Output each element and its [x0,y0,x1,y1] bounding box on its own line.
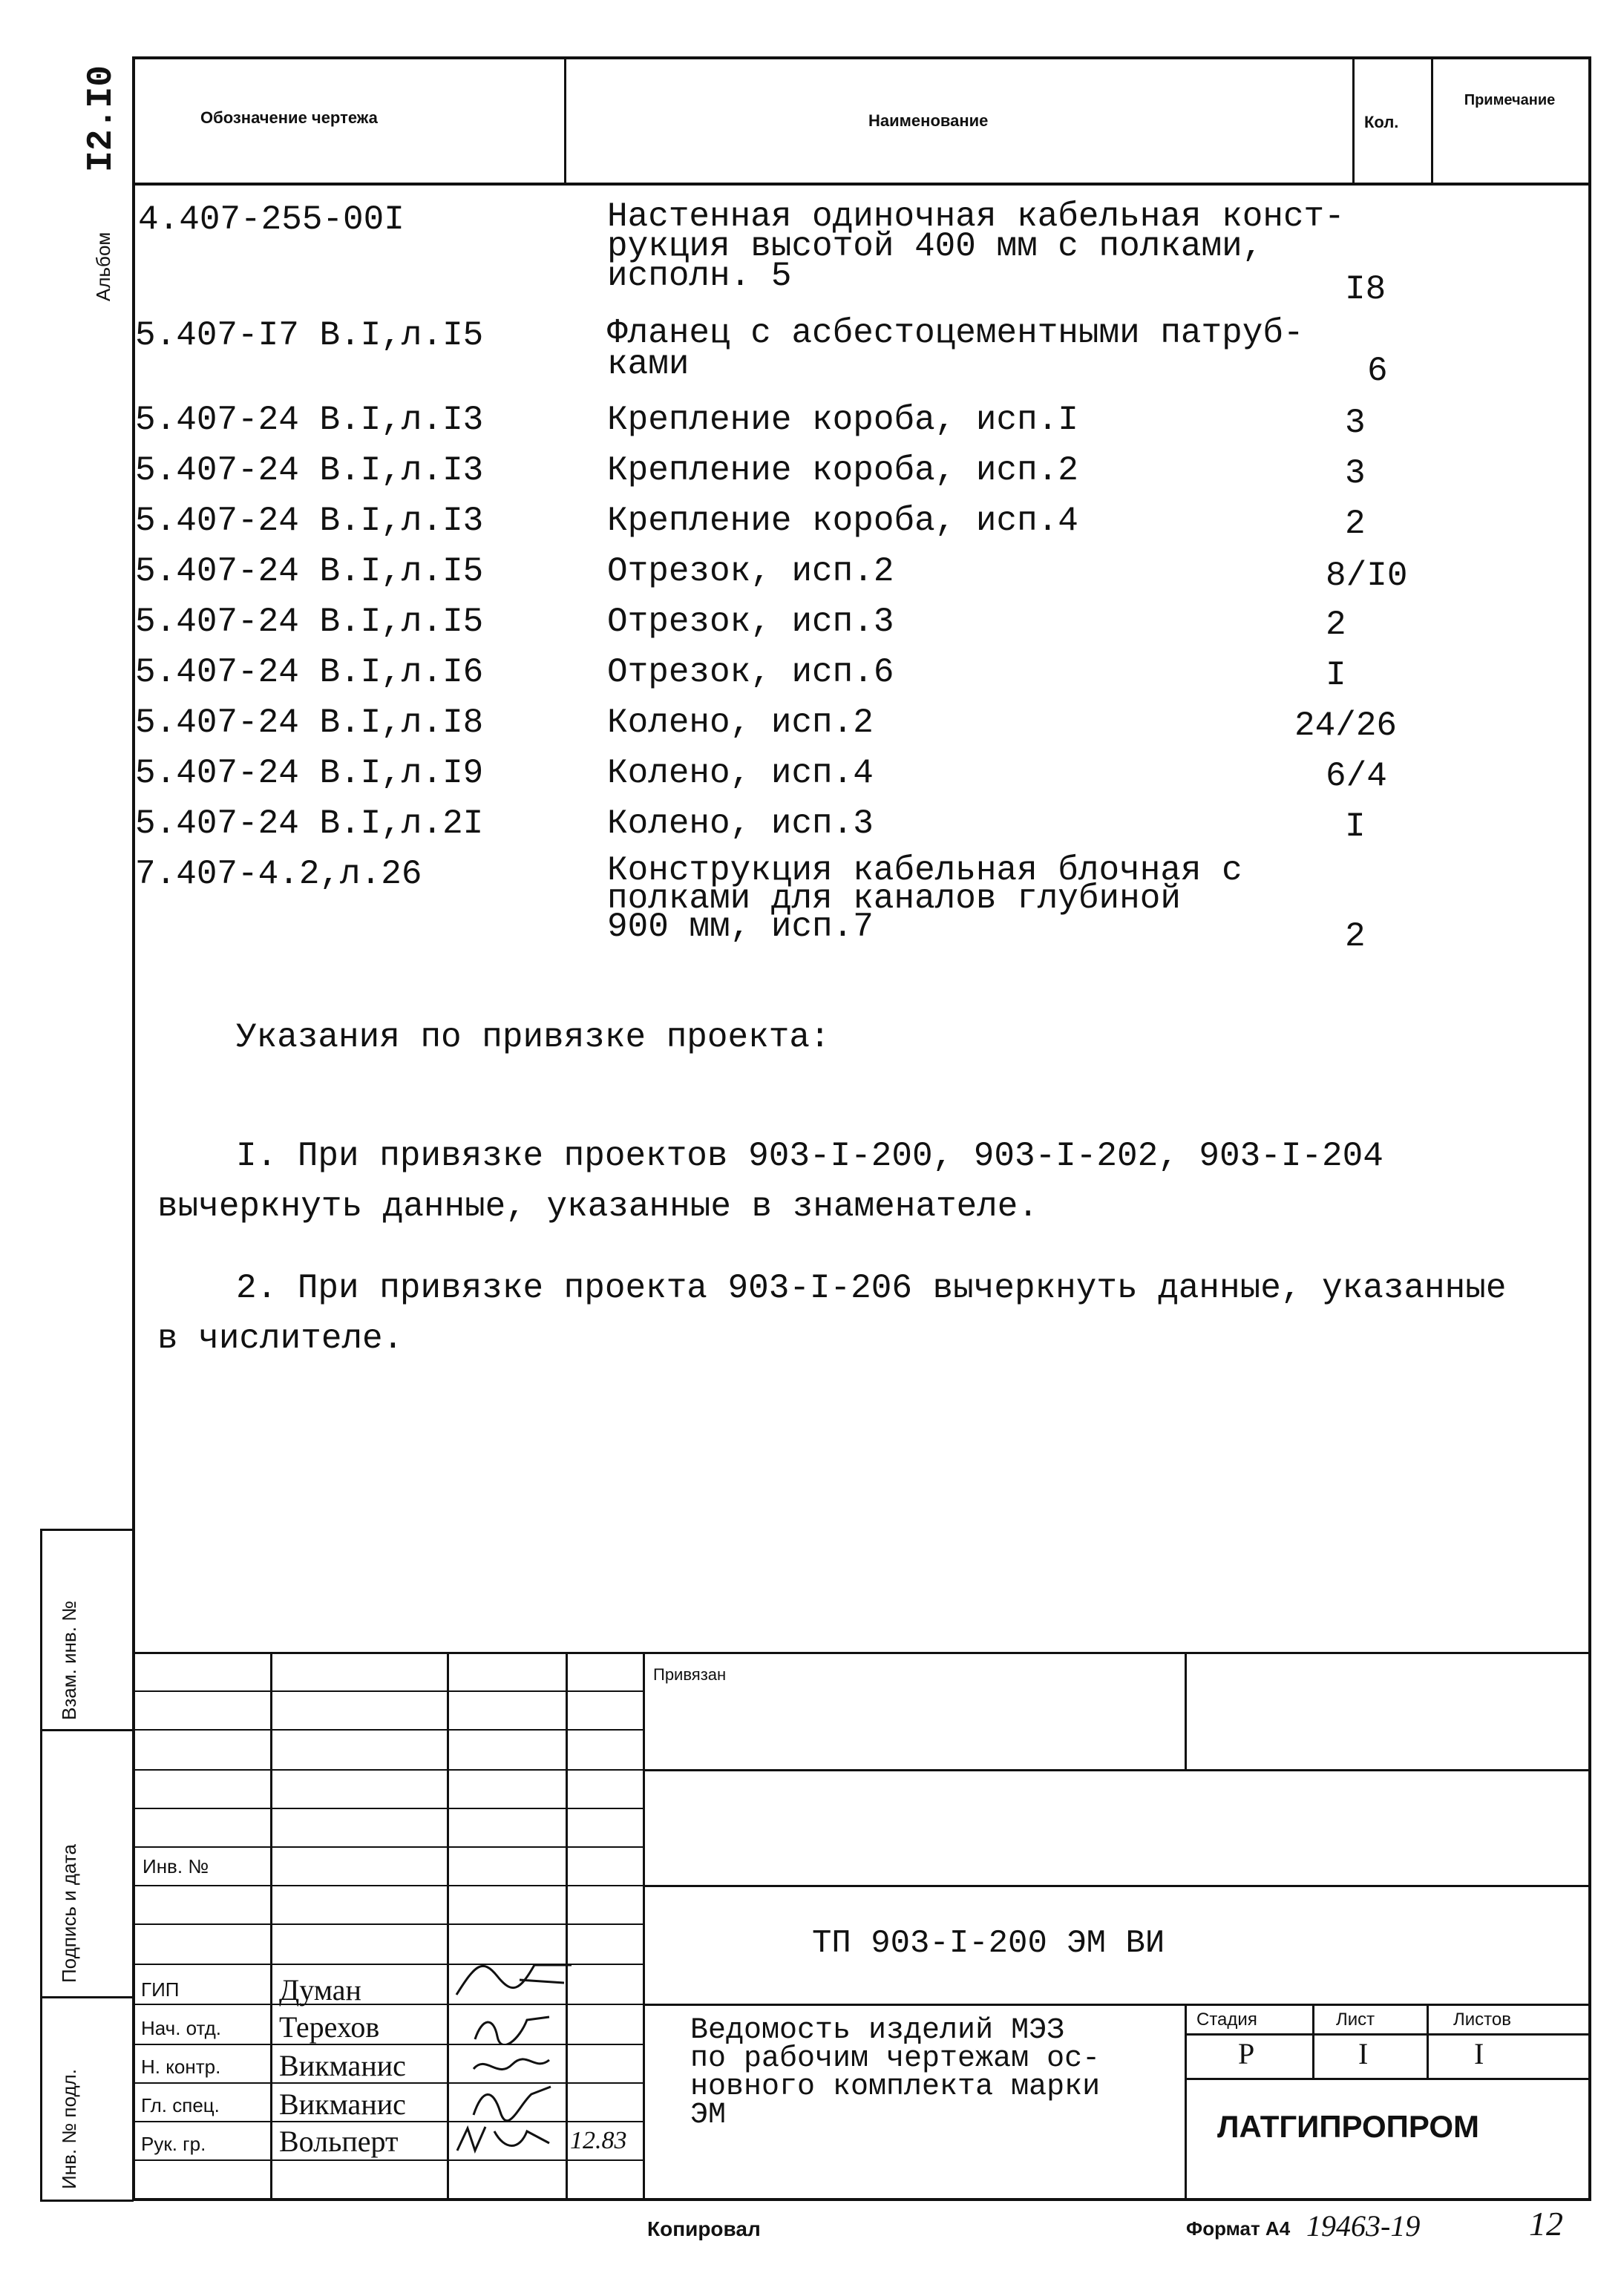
album-label: Альбом [92,232,114,301]
stamp-sheet: I [1358,2037,1369,2070]
stamp-surname-2: Терехов [279,2010,380,2044]
stamp-stage-label: Стадия [1196,2010,1257,2030]
stamp-role-2: Нач. отд. [141,2017,221,2039]
stamp-org: ЛАТГИПРОПРОМ [1217,2109,1479,2144]
margin-label-inv: Инв. № подл. [58,2069,80,2189]
row-4-name: Крепление короба, исп.2 [607,451,1078,490]
stamp-privyazan: Привязан [653,1665,727,1684]
row-5-designation: 5.407-24 В.I,л.I3 [135,502,484,540]
stamp-stage: Р [1238,2037,1255,2070]
note-2-line-2: в числителе. [157,1319,404,1358]
note-2-line-1: 2. При привязке проекта 903-I-206 вычеркнуть данные, указанные [236,1269,1507,1308]
footer-inventory: 19463-19 [1306,2209,1421,2243]
margin-label-vzam: Взам. инв. № [58,1600,80,1720]
row-8-name: Отрезок, исп.6 [607,653,894,692]
stamp-project-code: ТП 903-I-200 ЭМ ВИ [812,1925,1165,1962]
row-5-qty: 2 [1345,505,1366,543]
row-6-qty: 8/I0 [1326,557,1408,595]
row-12-designation: 7.407-4.2,л.26 [135,855,422,893]
row-8-designation: 5.407-24 В.I,л.I6 [135,653,484,692]
row-3-name: Крепление короба, исп.I [607,401,1078,439]
row-10-name: Колено, исп.4 [607,754,874,793]
frame-right [1588,56,1591,2201]
frame-top [132,56,1591,59]
margin-label-podpis: Подпись и дата [58,1843,80,1983]
signature-1 [453,1950,579,2004]
row-12-qty: 2 [1345,917,1366,956]
row-12-name: Конструкция кабельная блочная с полками для каналов глубиной 900 мм, исп.7 [607,851,1242,946]
header-note: Примечание [1464,92,1556,108]
signature-5 [453,2121,557,2159]
row-9-qty: 24/26 [1294,706,1398,745]
row-4-qty: 3 [1345,454,1366,493]
footer-page-number: 12 [1529,2205,1563,2243]
footer-copied: Копировал [647,2217,761,2240]
header-name: Наименование [868,111,989,130]
row-9-name: Колено, исп.2 [607,703,874,742]
row-2-qty: 6 [1367,352,1388,390]
signature-4 [468,2082,557,2121]
note-1-line-2: вычеркнуть данные, указанные в знаменателе. [157,1187,1038,1226]
stamp-role-1: ГИП [141,1978,180,2001]
row-2-name: Фланец с асбестоцементными патруб- ками [607,314,1304,384]
stamp-surname-3: Викманис [279,2049,406,2082]
stamp-role-4: Гл. спец. [141,2094,220,2116]
stamp-sheet-label: Лист [1336,2010,1375,2030]
row-1-name: Настенная одиночная кабельная конст- рукция высотой 400 мм с полками, исполн. 5 [607,197,1345,295]
row-7-qty: 2 [1326,606,1346,644]
stamp-surname-4: Викманис [279,2087,406,2121]
row-1-designation: 4.407-255-00I [138,200,405,239]
row-2-designation: 5.407-I7 В.I,л.I5 [135,316,484,355]
stamp-role-5: Рук. гр. [141,2133,206,2155]
row-11-qty: I [1345,807,1366,846]
row-5-name: Крепление короба, исп.4 [607,502,1078,540]
row-8-qty: I [1326,656,1346,695]
signature-3 [468,2047,557,2082]
row-6-designation: 5.407-24 В.I,л.I5 [135,552,484,591]
row-11-name: Колено, исп.3 [607,804,874,843]
frame-left [132,56,135,2201]
row-10-qty: 6/4 [1326,757,1387,796]
footer-format: Формат А4 [1186,2217,1291,2240]
stamp-sheets-label: Листов [1453,2010,1511,2030]
header-qty: Кол. [1364,113,1399,131]
row-9-designation: 5.407-24 В.I,л.I8 [135,703,484,742]
row-1-qty: I8 [1345,270,1386,309]
stamp-sheets: I [1474,2037,1484,2070]
frame-bottom [132,2198,1591,2201]
row-3-designation: 5.407-24 В.I,л.I3 [135,401,484,439]
stamp-inv-no: Инв. № [143,1855,209,1877]
stamp-surname-5: Вольперт [279,2125,399,2158]
stamp-role-3: Н. контр. [141,2056,221,2078]
row-11-designation: 5.407-24 В.I,л.2I [135,804,484,843]
header-designation: Обозначение чертежа [200,108,378,127]
row-4-designation: 5.407-24 В.I,л.I3 [135,451,484,490]
row-6-name: Отрезок, исп.2 [607,552,894,591]
stamp-date: 12.83 [570,2127,627,2154]
stamp-surname-1: Думан [279,1973,361,2007]
row-3-qty: 3 [1345,404,1366,442]
note-1-line-1: I. При привязке проектов 903-I-200, 903-I-202, 903-I-204 [236,1137,1383,1175]
signature-2 [468,2010,557,2045]
album-number: I2.I0 [82,65,122,172]
row-10-designation: 5.407-24 В.I,л.I9 [135,754,484,793]
row-7-designation: 5.407-24 В.I,л.I5 [135,603,484,641]
notes-heading: Указания по привязке проекта: [236,1018,831,1057]
row-7-name: Отрезок, исп.3 [607,603,894,641]
stamp-doc-title: Ведомость изделий МЭЗ по рабочим чертежам ос- новного комплекта марки ЭМ [690,2014,1101,2132]
